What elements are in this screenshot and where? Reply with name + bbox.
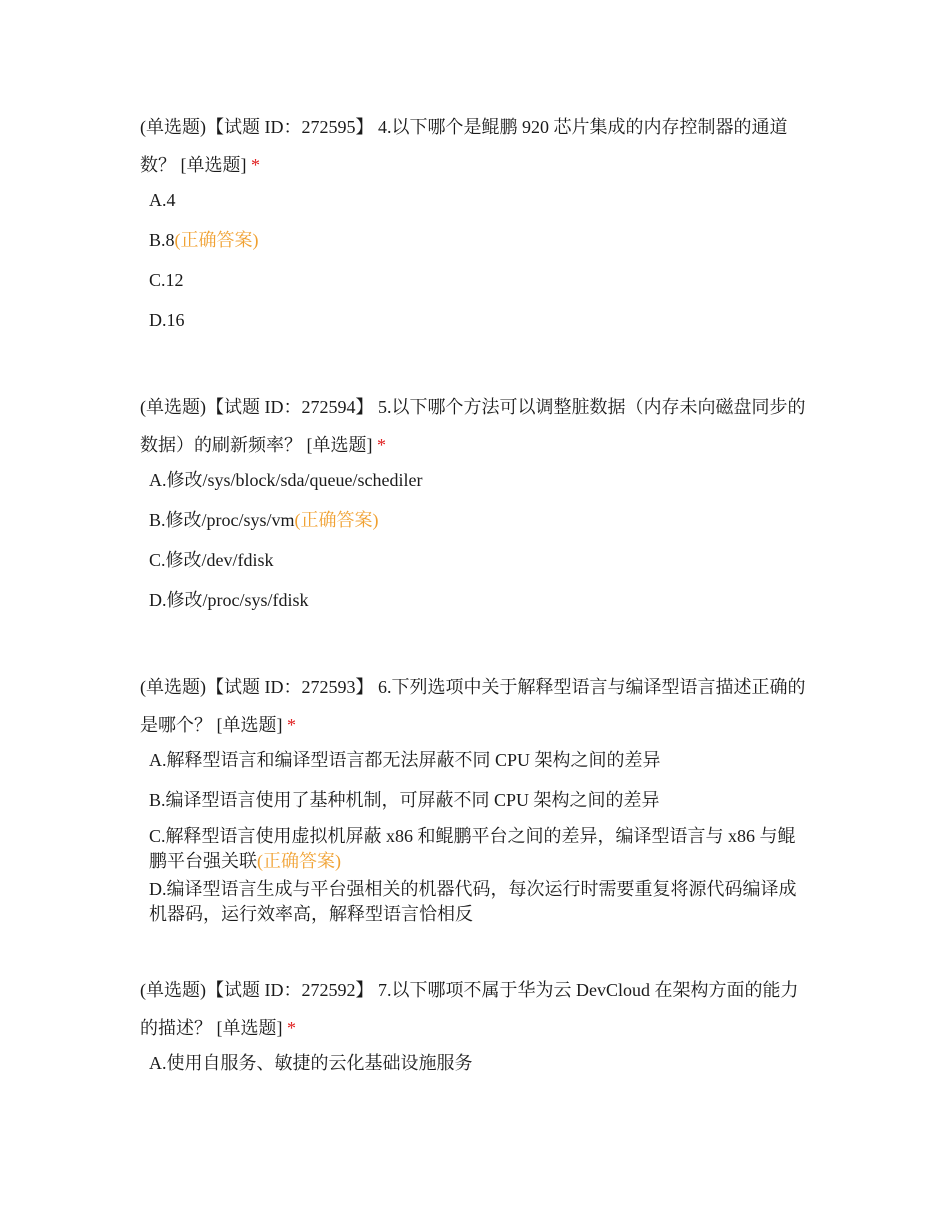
question-4 — [140, 108, 812, 348]
option-text: A.解释型语言和编译型语言都无法屏蔽不同 CPU 架构之间的差异 — [149, 750, 661, 770]
option-text: A.4 — [149, 190, 176, 210]
option-list — [149, 188, 812, 333]
question-text: (单选题)【试题 ID：272592】 7.以下哪项不属于华为云 DevCloud 在架构方面的能力的描述？ [单选题] — [140, 980, 799, 1038]
option-text: B.编译型语言使用了基种机制，可屏蔽不同 CPU 架构之间的差异 — [149, 790, 660, 810]
option-b[interactable] — [149, 228, 812, 253]
question-title — [140, 108, 812, 184]
option-a[interactable] — [149, 1051, 812, 1076]
question-title — [140, 971, 812, 1047]
option-list — [149, 1051, 812, 1076]
option-c[interactable] — [149, 824, 812, 874]
required-mark: * — [287, 1018, 296, 1038]
required-mark: * — [377, 435, 386, 455]
required-mark: * — [251, 155, 260, 175]
option-b[interactable] — [149, 508, 812, 533]
option-list — [149, 748, 812, 927]
correct-answer-note: (正确答案) — [257, 851, 341, 871]
option-b[interactable] — [149, 788, 812, 813]
option-text: D.16 — [149, 310, 185, 330]
option-c[interactable] — [149, 548, 812, 573]
question-text: (单选题)【试题 ID：272593】 6.下列选项中关于解释型语言与编译型语言描述正确的是哪个？ [单选题] — [140, 677, 806, 735]
option-a[interactable] — [149, 748, 812, 773]
required-mark: * — [287, 715, 296, 735]
option-text: B.修改/proc/sys/vm — [149, 510, 295, 530]
option-d[interactable] — [149, 308, 812, 333]
option-a[interactable] — [149, 188, 812, 213]
option-d[interactable] — [149, 877, 812, 927]
option-list — [149, 468, 812, 613]
question-5 — [140, 388, 812, 628]
option-text: C.修改/dev/fdisk — [149, 550, 274, 570]
option-text: D.编译型语言生成与平台强相关的机器代码，每次运行时需要重复将源代码编译成机器码，运行效率高，解释型语言恰相反 — [149, 879, 797, 924]
option-d[interactable] — [149, 588, 812, 613]
correct-answer-note: (正确答案) — [294, 510, 379, 530]
question-text: (单选题)【试题 ID：272594】 5.以下哪个方法可以调整脏数据（内存未向磁盘同步的数据）的刷新频率？ [单选题] — [140, 397, 806, 455]
option-text: A.使用自服务、敏捷的云化基础设施服务 — [149, 1053, 473, 1073]
question-text: (单选题)【试题 ID：272595】 4.以下哪个是鲲鹏 920 芯片集成的内存控制器的通道数？ [单选题] — [140, 117, 788, 175]
correct-answer-note: (正确答案) — [174, 230, 259, 250]
option-text: C.解释型语言使用虚拟机屏蔽 x86 和鲲鹏平台之间的差异，编译型语言与 x86 与鲲鹏平台强关联 — [149, 826, 796, 871]
question-7 — [140, 971, 812, 1091]
question-title — [140, 388, 812, 464]
option-a[interactable] — [149, 468, 812, 493]
option-text: B.8 — [149, 230, 175, 250]
option-text: D.修改/proc/sys/fdisk — [149, 590, 309, 610]
question-title — [140, 668, 812, 744]
question-6 — [140, 668, 812, 927]
option-text: C.12 — [149, 270, 184, 290]
option-c[interactable] — [149, 268, 812, 293]
option-text: A.修改/sys/block/sda/queue/schediler — [149, 470, 423, 490]
